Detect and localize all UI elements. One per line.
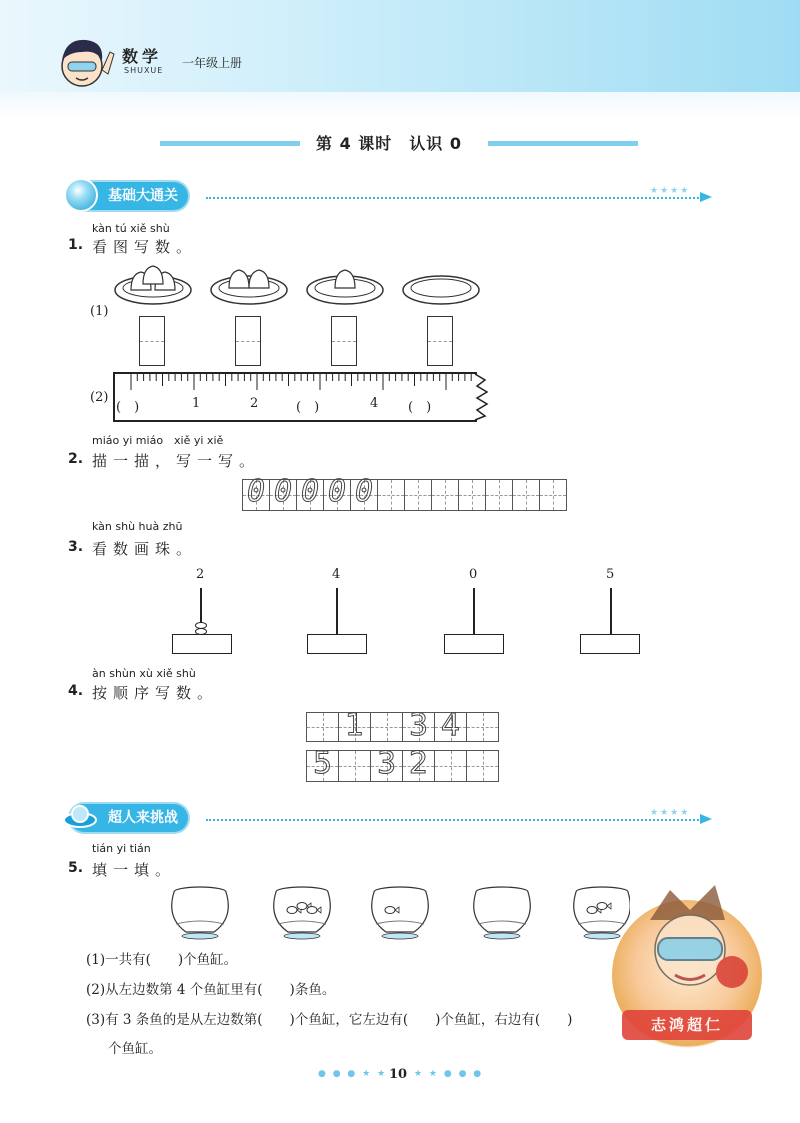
section-stars-challenge: ★★★★ bbox=[650, 808, 691, 818]
q5-line-2: (2)从左边数第 4 个鱼缸里有( )条鱼。 bbox=[86, 982, 336, 998]
section-divider-basic bbox=[206, 197, 706, 199]
fishbowl bbox=[372, 892, 429, 932]
sequence-cell[interactable] bbox=[370, 712, 403, 742]
q1-pinyin: kàn tú xiě shù bbox=[92, 222, 170, 235]
q5-number: 5. bbox=[68, 860, 84, 876]
q4-number: 4. bbox=[68, 683, 84, 699]
fish bbox=[385, 907, 395, 914]
writing-cell[interactable] bbox=[242, 474, 270, 511]
writing-cell[interactable] bbox=[431, 479, 459, 511]
sequence-digit: 4 bbox=[441, 708, 461, 743]
writing-cell[interactable] bbox=[512, 479, 540, 511]
sequence-cell[interactable] bbox=[338, 708, 371, 743]
abacus-base-1 bbox=[172, 634, 232, 654]
subject-title: 数学 bbox=[122, 47, 163, 66]
q4-text: 按顺序写数。 bbox=[92, 684, 219, 702]
fish bbox=[597, 903, 607, 910]
q2-number: 2. bbox=[68, 451, 84, 467]
boy-mascot-icon bbox=[52, 30, 118, 96]
ruler-label-2: 1 bbox=[192, 396, 201, 411]
sequence-cell[interactable] bbox=[338, 750, 371, 782]
cell-guide bbox=[467, 766, 498, 767]
fish bbox=[287, 907, 297, 914]
ruler-label-1[interactable]: ( ) bbox=[116, 400, 140, 415]
fishbowl bbox=[274, 892, 331, 932]
sequence-cell[interactable] bbox=[466, 750, 499, 782]
q5-line-3: (3)有 3 条鱼的是从左边数第( )个鱼缸，它左边有( )个鱼缸，右边有( ) bbox=[86, 1012, 573, 1028]
cell-guide bbox=[432, 495, 458, 496]
fishbowl bbox=[172, 892, 229, 932]
sequence-cell[interactable] bbox=[370, 746, 403, 782]
q2-text: 描一描，写一写。 bbox=[92, 452, 261, 470]
arrow-right-icon bbox=[700, 192, 712, 202]
fish bbox=[587, 907, 597, 914]
mascot-ribbon: 志鸿超仁 bbox=[622, 1010, 752, 1040]
writing-cell[interactable] bbox=[269, 474, 297, 511]
abacus-number-4: 5 bbox=[606, 567, 615, 582]
ruler-label-5: 4 bbox=[370, 396, 379, 411]
page-number: 10 bbox=[389, 1067, 408, 1082]
abacus-base-3 bbox=[444, 634, 504, 654]
arrow-right-icon bbox=[700, 814, 712, 824]
q2-pinyin: miáo yi miáo xiě yi xiě bbox=[92, 434, 224, 447]
q3-text: 看数画珠。 bbox=[92, 540, 198, 558]
trace-digit: 0 bbox=[301, 474, 320, 509]
cell-guide bbox=[339, 766, 370, 767]
sequence-cell[interactable] bbox=[306, 746, 339, 782]
title-bar-left bbox=[160, 141, 300, 146]
q5-text: 填一填。 bbox=[92, 861, 177, 879]
abacus-stick-2[interactable] bbox=[336, 588, 338, 634]
q4-pinyin: àn shùn xù xiě shù bbox=[92, 667, 196, 680]
cell-guide bbox=[459, 495, 485, 496]
superhero-mascot-icon bbox=[630, 880, 750, 1020]
writing-cell[interactable] bbox=[323, 474, 351, 511]
writing-cell[interactable] bbox=[404, 479, 432, 511]
fishbowl-base bbox=[182, 933, 218, 939]
sequence-digit: 3 bbox=[377, 746, 397, 781]
page-stars-left: ● ● ● ★ ★ bbox=[318, 1069, 388, 1079]
trace-digit: 0 bbox=[274, 474, 293, 509]
fishbowl-base bbox=[484, 933, 520, 939]
plates-illustration bbox=[110, 258, 490, 314]
bun bbox=[229, 270, 249, 288]
lesson-title: 第 4 课时 认识 0 bbox=[316, 134, 462, 153]
q1-part2-label: (2) bbox=[90, 390, 109, 405]
ufo-icon bbox=[62, 800, 98, 834]
writing-grid-q2[interactable] bbox=[242, 474, 566, 511]
cell-guide bbox=[371, 727, 402, 728]
page-stars-right: ★ ★ ● ● ● bbox=[414, 1069, 484, 1079]
sequence-cell[interactable] bbox=[402, 708, 435, 743]
q3-number: 3. bbox=[68, 539, 84, 555]
grade-label: 一年级上册 bbox=[182, 56, 243, 70]
answer-box-3[interactable] bbox=[331, 316, 357, 366]
bun bbox=[249, 270, 269, 288]
ruler-label-3: 2 bbox=[250, 396, 259, 411]
abacus-base-2 bbox=[307, 634, 367, 654]
writing-cell[interactable] bbox=[458, 479, 486, 511]
abacus-number-3: 0 bbox=[469, 567, 478, 582]
q1-number: 1. bbox=[68, 237, 84, 253]
cell-guide bbox=[435, 766, 466, 767]
sequence-cell[interactable] bbox=[466, 712, 499, 742]
section-badge-challenge-label: 超人来挑战 bbox=[108, 810, 178, 826]
section-stars-basic: ★★★★ bbox=[650, 186, 691, 196]
writing-cell[interactable] bbox=[350, 474, 378, 511]
trace-digit: 0 bbox=[247, 474, 266, 509]
cell-guide bbox=[378, 495, 404, 496]
fishbowl bbox=[474, 892, 531, 932]
q1-part1-label: (1) bbox=[90, 304, 109, 319]
writing-cell[interactable] bbox=[377, 479, 405, 511]
sequence-grid-row-1[interactable] bbox=[306, 708, 502, 743]
ruler-label-6[interactable]: ( ) bbox=[408, 400, 432, 415]
sequence-digit: 2 bbox=[409, 746, 429, 781]
writing-cell[interactable] bbox=[296, 474, 324, 511]
sequence-grid-row-2[interactable] bbox=[306, 746, 502, 782]
cell-guide bbox=[467, 727, 498, 728]
section-divider-challenge bbox=[206, 819, 706, 821]
abacus-number-2: 4 bbox=[332, 567, 341, 582]
ruler-label-4[interactable]: ( ) bbox=[296, 400, 320, 415]
writing-cell[interactable] bbox=[539, 479, 567, 511]
plate-rim bbox=[411, 279, 471, 297]
sequence-cell[interactable] bbox=[434, 708, 467, 743]
sequence-digit: 1 bbox=[345, 708, 365, 743]
fishbowl-base bbox=[284, 933, 320, 939]
sequence-digit: 5 bbox=[313, 746, 333, 781]
writing-cell[interactable] bbox=[485, 479, 513, 511]
cell-guide bbox=[486, 495, 512, 496]
sequence-digit: 3 bbox=[409, 708, 429, 743]
title-bar-right bbox=[488, 141, 638, 146]
sequence-cell[interactable] bbox=[306, 712, 339, 742]
fish bbox=[297, 903, 307, 910]
subject-pinyin: SHUXUE bbox=[124, 66, 164, 75]
header-band bbox=[0, 0, 800, 92]
q5-line-4: 个鱼缸。 bbox=[108, 1041, 162, 1057]
bun bbox=[335, 270, 355, 288]
cell-guide bbox=[405, 495, 431, 496]
q5-line-1: (1)一共有( )个鱼缸。 bbox=[86, 952, 238, 968]
q5-pinyin: tián yi tián bbox=[92, 842, 151, 855]
answer-box-2[interactable] bbox=[235, 316, 261, 366]
sequence-cell[interactable] bbox=[434, 750, 467, 782]
answer-box-1[interactable] bbox=[139, 316, 165, 366]
abacus-base-4 bbox=[580, 634, 640, 654]
trace-digit: 0 bbox=[328, 474, 347, 509]
answer-box-4[interactable] bbox=[427, 316, 453, 366]
q3-pinyin: kàn shù huà zhū bbox=[92, 520, 183, 533]
cell-guide bbox=[540, 495, 566, 496]
fishbowls-illustration bbox=[170, 884, 630, 944]
abacus-stick-3[interactable] bbox=[473, 588, 475, 634]
abacus-stick-4[interactable] bbox=[610, 588, 612, 634]
fishbowl-base bbox=[382, 933, 418, 939]
cell-guide bbox=[307, 727, 338, 728]
fishbowl bbox=[574, 892, 630, 932]
bun bbox=[143, 266, 163, 284]
q1-text: 看图写数。 bbox=[92, 238, 198, 256]
cell-guide bbox=[513, 495, 539, 496]
fishbowl-base bbox=[584, 933, 620, 939]
trace-digit: 0 bbox=[355, 474, 374, 509]
section-badge-basic-label: 基础大通关 bbox=[108, 188, 178, 204]
globe-icon bbox=[64, 178, 98, 212]
sequence-cell[interactable] bbox=[402, 746, 435, 782]
fish bbox=[307, 907, 317, 914]
abacus-number-1: 2 bbox=[196, 567, 205, 582]
